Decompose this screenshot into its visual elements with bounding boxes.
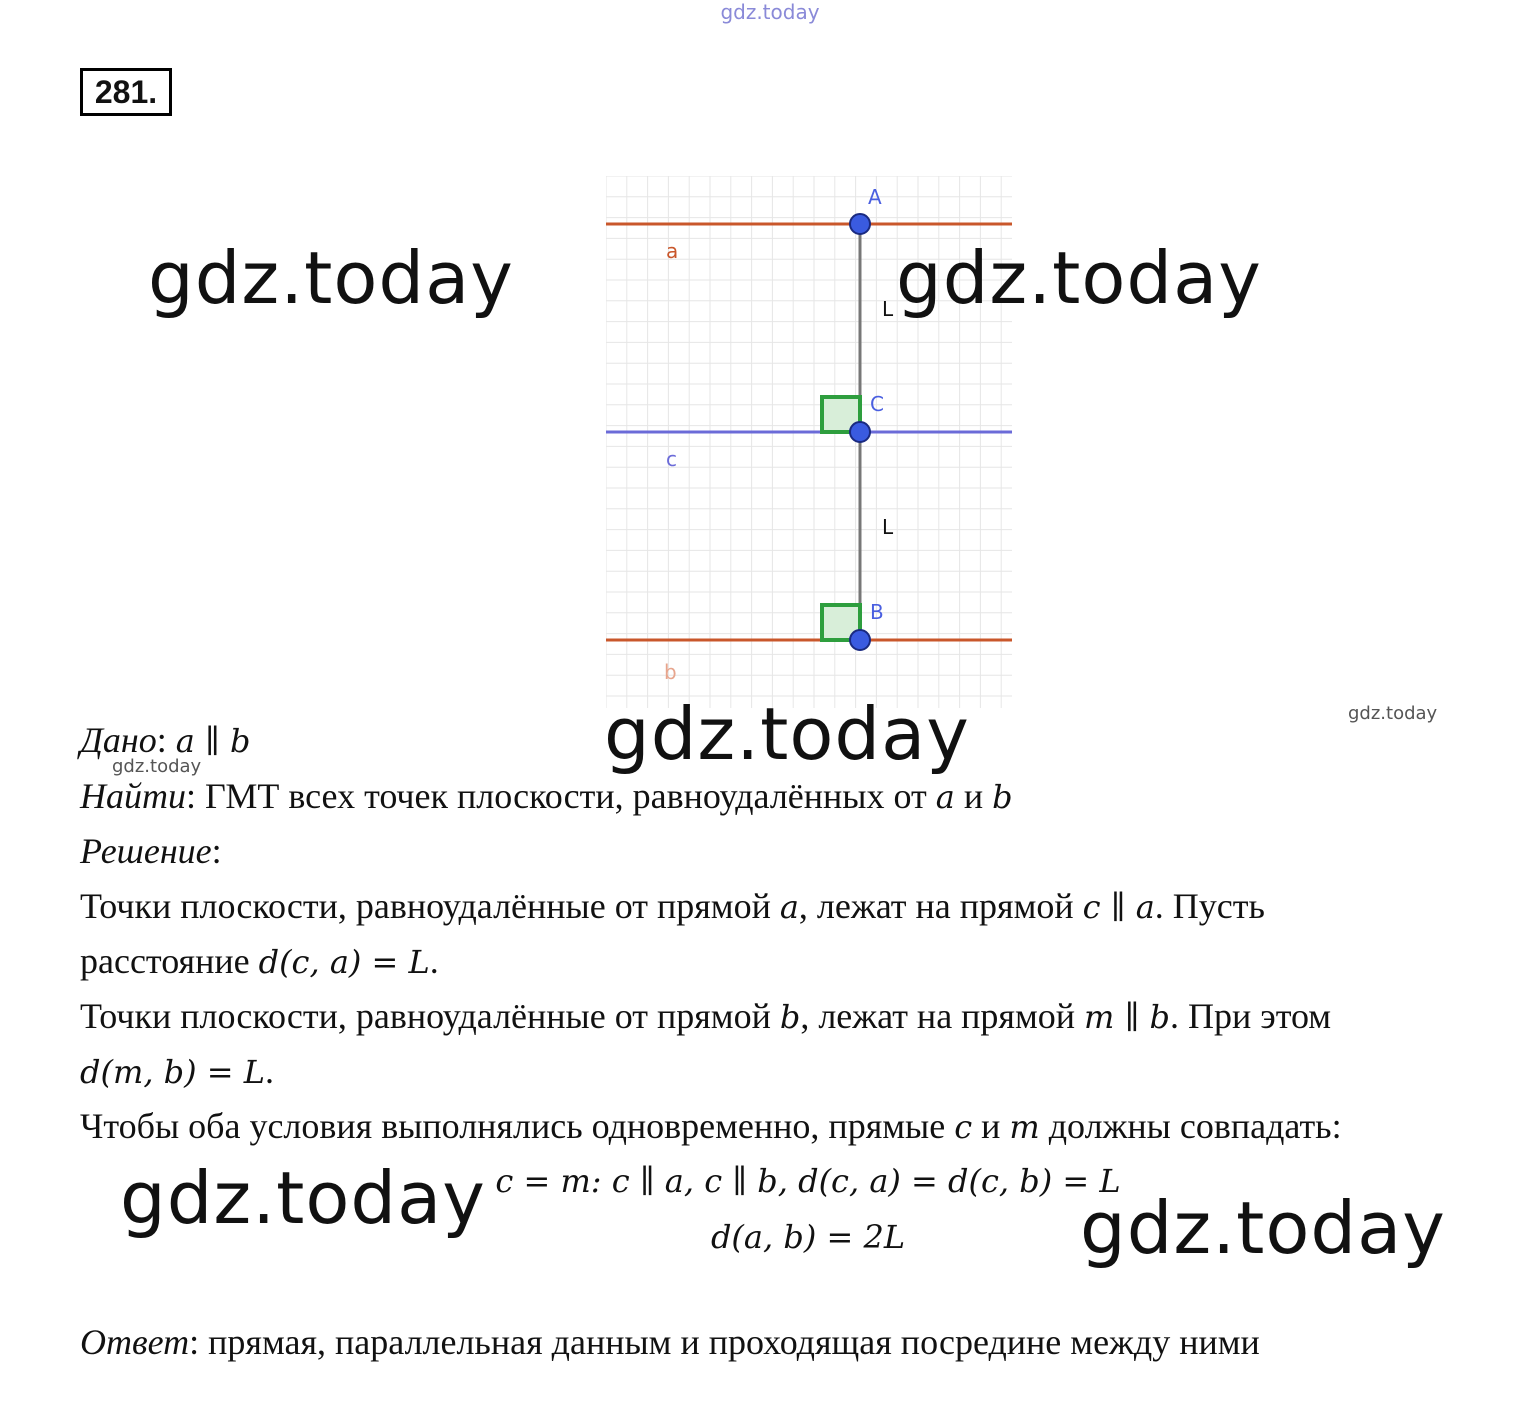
solution-p3 [80, 1102, 1342, 1151]
label-point-b: B [870, 600, 884, 624]
p1-line2-expr: d(c, a) = L [258, 943, 430, 981]
p2-line2-expr: d(m, b) = L [80, 1053, 266, 1091]
find-var-b: b [992, 778, 1013, 816]
p2-text1: Точки плоскости, равноудалённые от прямой [80, 996, 771, 1036]
p3-var-m: m [1009, 1108, 1040, 1146]
given-expression: a ∥ b [175, 722, 251, 760]
formula-2 [400, 1212, 1216, 1261]
p1-var: a [779, 888, 799, 926]
formula-1 [400, 1156, 1216, 1205]
solution-label: Решение [80, 831, 212, 871]
given-label: Дано [80, 720, 157, 760]
p1-expr: c ∥ a [1082, 888, 1155, 926]
p3-text1: Чтобы оба условия выполнялись одновременно, прямые [80, 1106, 946, 1146]
solution-p1-line2: расстояние d(c, a) = L. [80, 941, 439, 981]
label-point-a: A [868, 185, 882, 209]
label-segment-upper: L [882, 297, 894, 321]
watermark-big-3: gdz.today [604, 692, 970, 776]
find-and: и [963, 776, 984, 816]
p2-text3: . При этом [1170, 996, 1332, 1036]
watermark-big-1: gdz.today [148, 236, 514, 320]
find-var-a: a [935, 778, 955, 816]
problem-number: 281. [80, 68, 172, 116]
p1-text2: , лежат на прямой [798, 886, 1074, 926]
answer-line [80, 1318, 1260, 1366]
watermark-small-1: gdz.today [1348, 703, 1438, 724]
answer-text: : прямая, параллельная данным и проходящая посредине между ними [189, 1322, 1260, 1362]
p1-text3: . Пусть [1154, 886, 1265, 926]
p3-text2: должны совпадать: [1048, 1106, 1342, 1146]
find-text: ГМТ всех точек плоскости, равноудалённых от [205, 776, 927, 816]
point-a [850, 214, 870, 234]
label-segment-lower: L [882, 515, 894, 539]
solution-heading: Решение: [80, 831, 222, 871]
point-c [850, 422, 870, 442]
p3-and: и [981, 1106, 1001, 1146]
solution-p1-line1 [80, 882, 1265, 931]
label-line-c: c [666, 447, 677, 471]
find-label: Найти [80, 776, 186, 816]
p2-var: b [779, 998, 801, 1036]
given-line: Дано: a ∥ b [80, 720, 251, 760]
label-line-b: b [664, 660, 677, 684]
watermark-big-5: gdz.today [1080, 1186, 1446, 1270]
watermark-small-2: gdz.today [112, 756, 202, 777]
watermark-top: gdz.today [720, 0, 820, 24]
p1-line2-text: расстояние [80, 941, 250, 981]
p3-var-c: c [954, 1108, 973, 1146]
point-b [850, 630, 870, 650]
p2-text2: , лежат на прямой [800, 996, 1076, 1036]
p2-expr: m ∥ b [1084, 998, 1170, 1036]
label-line-a: a [666, 239, 679, 263]
find-line: Найти: ГМТ всех точек плоскости, равноудалённых от a и b [80, 776, 1013, 816]
p1-text1: Точки плоскости, равноудалённые от прямой [80, 886, 771, 926]
watermark-big-2: gdz.today [896, 236, 1262, 320]
label-point-c: C [870, 392, 884, 416]
solution-p2-line1 [80, 992, 1331, 1041]
formula-2-text: d(a, b) = 2L [710, 1218, 906, 1256]
answer-label: Ответ [80, 1322, 190, 1362]
watermark-big-4: gdz.today [120, 1156, 486, 1240]
formula-1-text: c = m: c ∥ a, c ∥ b, d(c, a) = d(c, b) = L [495, 1162, 1121, 1200]
solution-p2-line2: d(m, b) = L. [80, 1051, 275, 1091]
